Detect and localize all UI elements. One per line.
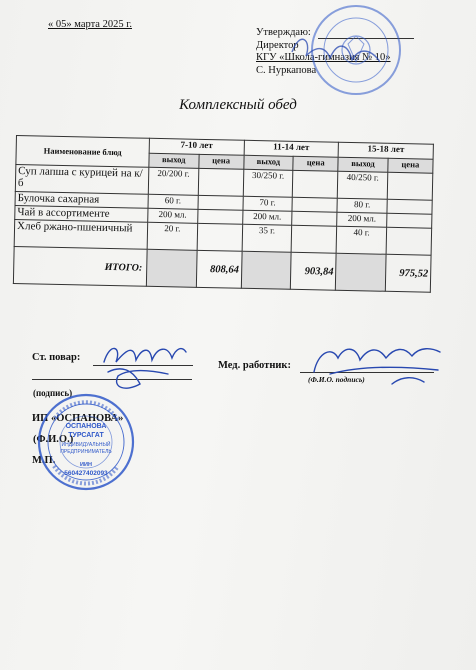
- dish-output: 35 г.: [242, 224, 292, 252]
- seal-text-line2: ТУРСАГАТ: [68, 432, 104, 439]
- dish-output: 30/250 г.: [243, 169, 293, 197]
- dish-output: 70 г.: [243, 196, 293, 211]
- column-header-age-3: 15-18 лет: [338, 142, 433, 159]
- total-value-age-3: 975,52: [385, 254, 431, 292]
- column-header-age-2: 11-14 лет: [244, 140, 339, 157]
- dish-output: 40 г.: [336, 226, 386, 254]
- dish-output: 200 мл.: [337, 212, 387, 227]
- dish-name: Хлеб ржано-пшеничный: [14, 219, 148, 249]
- dish-output: 20 г.: [147, 222, 197, 250]
- subheader-price: цена: [293, 156, 338, 171]
- cook-signature: [104, 348, 186, 388]
- fio-label: (Ф.И.О.): [33, 434, 74, 445]
- dish-name: Чай в ассортименте: [15, 205, 148, 222]
- medical-signature: [314, 349, 440, 384]
- cook-signature-caption: (подпись): [33, 388, 73, 398]
- dish-output: 200 мл.: [242, 210, 292, 225]
- column-header-dish: Наименование блюд: [16, 136, 150, 168]
- approve-word: Утверждаю:: [256, 27, 311, 38]
- seal-iin-number: 560427402093: [64, 470, 108, 477]
- subheader-price: цена: [388, 158, 433, 173]
- document-date: « 05» марта 2025 г.: [48, 19, 132, 30]
- dish-name: Булочка сахарная: [15, 191, 148, 208]
- subheader-output: выход: [149, 153, 199, 168]
- medical-signature-caption: (Ф.И.О. подпись): [308, 375, 365, 384]
- entrepreneur-label: ИП «ОСПАНОВА»: [32, 413, 124, 424]
- subheader-output: выход: [243, 155, 293, 170]
- seal-iin-label: ИИН: [80, 462, 92, 468]
- medical-worker-label: Мед. работник:: [218, 360, 291, 371]
- total-value-age-2: 903,84: [291, 252, 337, 290]
- cook-label: Ст. повар:: [32, 352, 81, 363]
- dish-name: Суп лапша с курицей на к/б: [15, 165, 149, 195]
- approver-name: С. Нуркапова: [256, 64, 317, 76]
- seal-text-line1: ОСПАНОВА: [65, 423, 107, 430]
- dish-output: 60 г.: [148, 194, 198, 209]
- entrepreneur-seal: [39, 395, 133, 489]
- dish-output: 40/250 г.: [338, 171, 388, 199]
- seal-text-line4: ПРЕДПРИНИМАТЕЛЬ: [60, 449, 112, 455]
- approver-position: Директор: [256, 39, 299, 51]
- total-label: ИТОГО:: [13, 246, 147, 286]
- page-title: Комплексный обед: [179, 97, 297, 113]
- total-value-age-1: 808,64: [196, 250, 242, 288]
- seal-place-label: М.П.: [32, 455, 56, 466]
- subheader-price: цена: [198, 154, 243, 169]
- subheader-output: выход: [338, 157, 388, 172]
- seal-text-line3: ИНДИВИДУАЛЬНЫЙ: [61, 442, 111, 448]
- dish-output: 80 г.: [337, 198, 387, 213]
- dish-output: 200 мл.: [148, 208, 198, 223]
- column-header-age-1: 7-10 лет: [149, 138, 244, 155]
- approver-organization: КГУ «Школа-гимназия № 10»: [256, 52, 391, 64]
- dish-output: 20/200 г.: [148, 167, 198, 195]
